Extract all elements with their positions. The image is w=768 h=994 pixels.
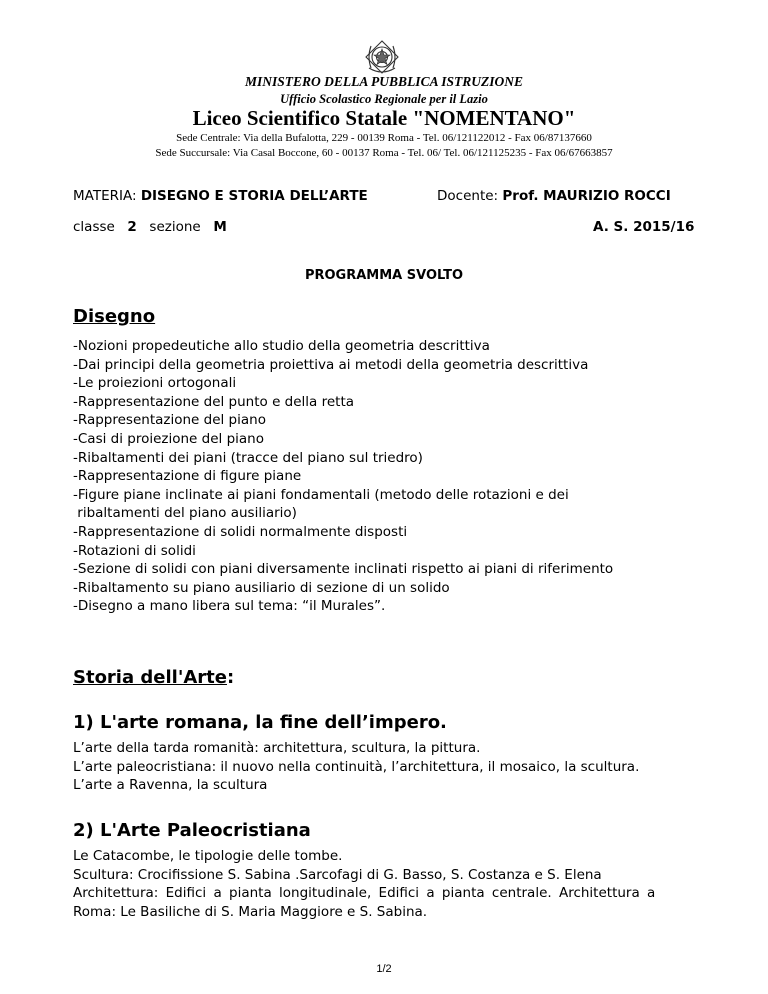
disegno-heading: Disegno	[73, 306, 156, 327]
list-item: -Ribaltamenti dei piani (tracce del piano sul triedro)	[73, 449, 423, 466]
paragraph-line: L’arte della tarda romanità: architettura, scultura, la pittura.	[73, 740, 481, 756]
list-item: -Casi di proiezione del piano	[73, 430, 264, 447]
paragraph-line: Le Catacombe, le tipologie delle tombe.	[73, 848, 343, 864]
list-item: -Dai principi della geometria proiettiva ai metodi della geometria descrittiva	[73, 356, 589, 373]
paragraph-line: Architettura: Edifici a pianta longitudinale, Edifici a pianta centrale. Architettura a	[73, 885, 656, 902]
page-number: 1/2	[376, 963, 392, 975]
school-year: A. S. 2015/16	[593, 219, 695, 235]
regional-office: Ufficio Scolastico Regionale per il Lazio	[280, 92, 488, 106]
list-item: -Le proiezioni ortogonali	[73, 375, 237, 392]
ministry-name: MINISTERO DELLA PUBBLICA ISTRUZIONE	[245, 74, 523, 89]
school-name: Liceo Scientifico Statale "NOMENTANO"	[192, 106, 576, 130]
classe-label: classe	[73, 219, 115, 235]
list-item: -Figure piane inclinate ai piani fondamentali (metodo delle rotazioni e dei	[73, 486, 569, 503]
materia-label: MATERIA:	[73, 188, 137, 204]
sezione-label: sezione	[149, 219, 201, 235]
italian-republic-emblem-icon	[363, 38, 401, 76]
list-item: -Ribaltamento su piano ausiliario di sezione di un solido	[73, 579, 450, 596]
materia-value: DISEGNO E STORIA DELL’ARTE	[140, 188, 368, 204]
docente-row	[437, 188, 671, 204]
list-item: -Rotazioni di solidi	[73, 542, 196, 559]
list-item: -Rappresentazione di solidi normalmente disposti	[73, 523, 408, 540]
list-item: -Rappresentazione di figure piane	[73, 468, 302, 485]
list-item: -Rappresentazione del piano	[73, 412, 266, 429]
paragraph-line: L’arte a Ravenna, la scultura	[73, 777, 268, 794]
disegno-list	[73, 337, 613, 616]
section-2-heading: 2) L'Arte Paleocristiana	[73, 820, 311, 841]
document-title: PROGRAMMA SVOLTO	[304, 268, 464, 283]
section-1-text	[73, 739, 695, 795]
docente-value: Prof. MAURIZIO ROCCI	[502, 188, 671, 204]
paragraph-line: Scultura: Crocifissione S. Sabina .Sarcofagi di G. Basso, S. Costanza e S. Elena	[73, 866, 602, 883]
storia-heading	[73, 667, 234, 688]
list-item: -Disegno a mano libera sul tema: “il Murales”.	[73, 598, 386, 615]
classe-row	[73, 219, 227, 235]
list-item: -Nozioni propedeutiche allo studio della geometria descrittiva	[73, 338, 490, 354]
classe-value: 2	[127, 219, 137, 235]
paragraph-line: Roma: Le Basiliche di S. Maria Maggiore e S. Sabina.	[73, 903, 428, 920]
sezione-value: M	[213, 219, 227, 235]
materia-row	[73, 188, 368, 204]
list-item: -Sezione di solidi con piani diversamente inclinati rispetto ai piani di riferimento	[73, 561, 614, 578]
storia-heading-text: Storia dell'Arte	[73, 667, 227, 688]
main-site-address: Sede Centrale: Via della Bufalotta, 229 - 00139 Roma - Tel. 06/121122012 - Fax 06/87137660	[176, 132, 592, 144]
branch-site-address: Sede Succursale: Via Casal Boccone, 60 - 00137 Roma - Tel. 06/ Tel. 06/121125235 - Fax 06/67663857	[155, 147, 613, 159]
paragraph-line: L’arte paleocristiana: il nuovo nella continuità, l’architettura, il mosaico, la scultura.	[73, 758, 640, 775]
list-item: ribaltamenti del piano ausiliario)	[73, 505, 297, 522]
list-item: -Rappresentazione del punto e della retta	[73, 393, 355, 410]
section-1-heading: 1) L'arte romana, la fine dell’impero.	[73, 712, 447, 733]
docente-label: Docente:	[437, 188, 499, 204]
storia-heading-colon: :	[226, 667, 235, 688]
section-2-text	[73, 847, 695, 921]
